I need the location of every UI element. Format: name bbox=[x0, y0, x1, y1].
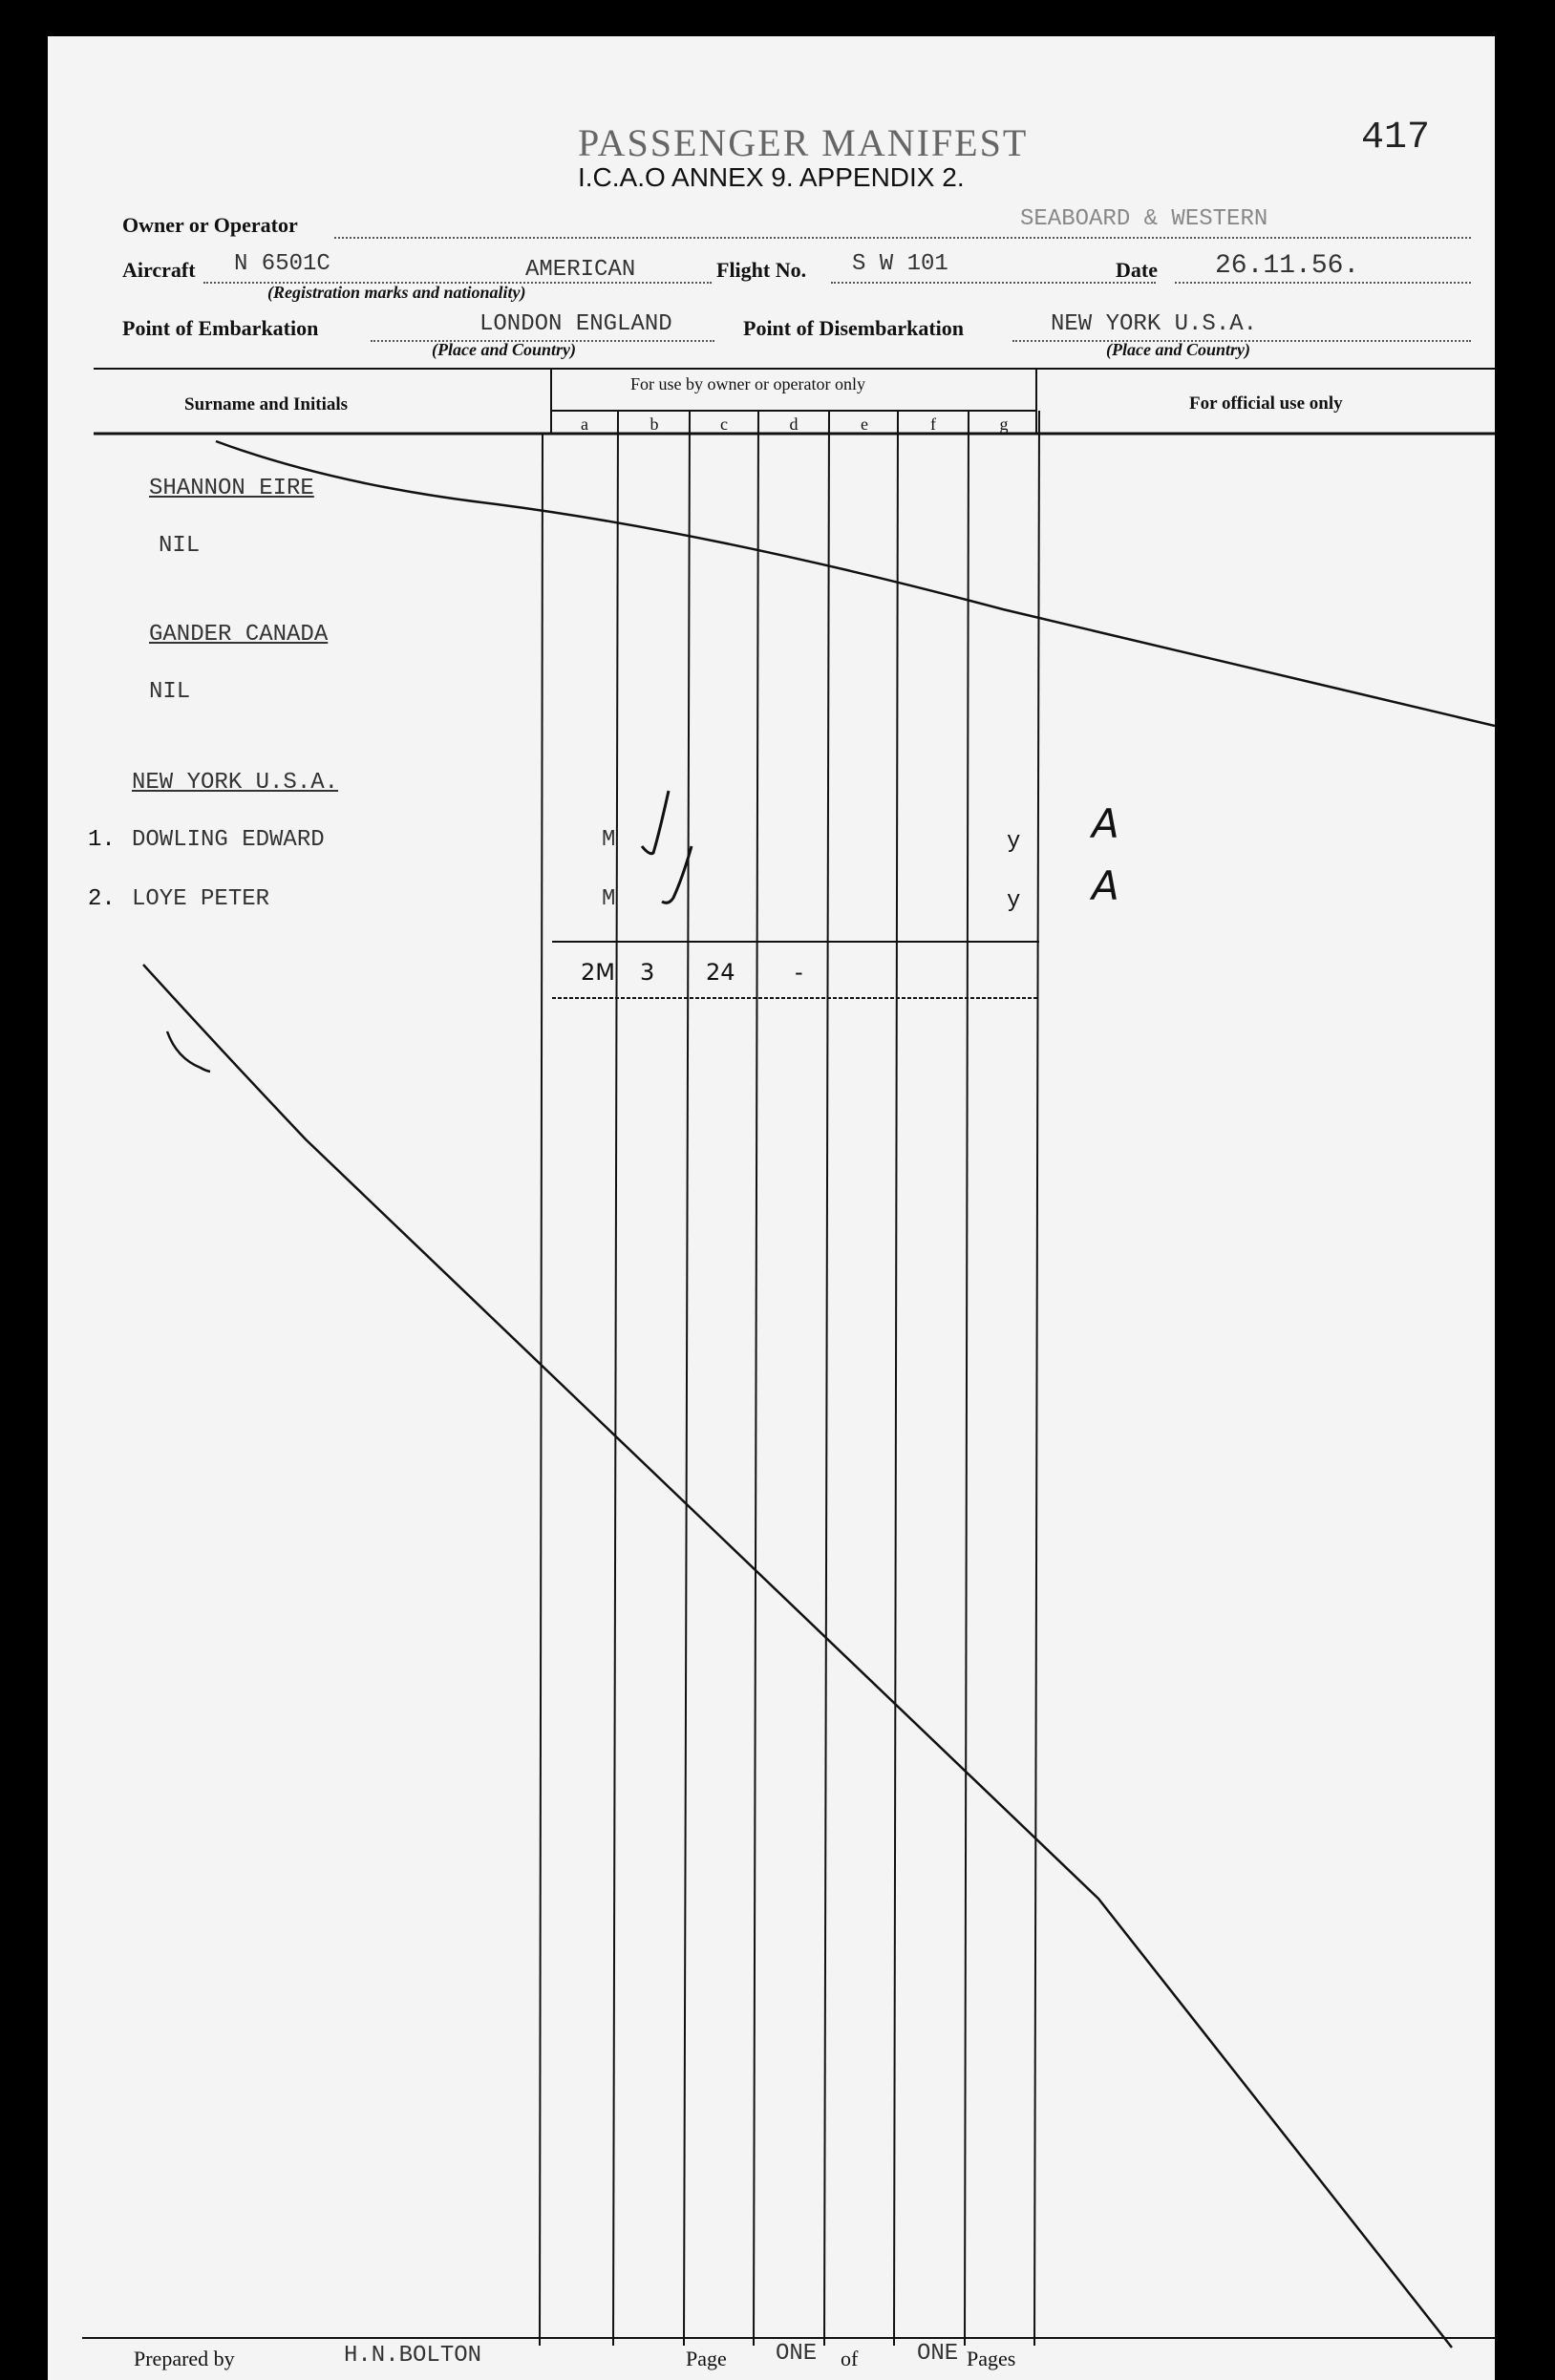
pages-label: Pages bbox=[967, 2347, 1016, 2370]
passenger-sex: M bbox=[602, 886, 616, 912]
section-sub: NIL bbox=[149, 679, 191, 705]
official-mark: A bbox=[1092, 800, 1119, 847]
column-b-header: b bbox=[650, 414, 659, 434]
official-mark: A bbox=[1092, 862, 1119, 909]
passenger-col-g: y bbox=[1007, 829, 1021, 855]
total-col-a: 2M bbox=[581, 959, 615, 986]
passenger-sex: M bbox=[602, 827, 616, 853]
manifest-subtitle: I.C.A.O ANNEX 9. APPENDIX 2. bbox=[578, 162, 965, 192]
flight-number: S W 101 bbox=[852, 251, 948, 277]
passenger-name: LOYE PETER bbox=[132, 886, 270, 912]
owner-use-header: For use by owner or operator only bbox=[630, 374, 865, 393]
official-use-header: For official use only bbox=[1189, 393, 1343, 414]
surname-header: Surname and Initials bbox=[184, 394, 349, 414]
flight-label: Flight No. bbox=[716, 258, 807, 282]
disembarkation-note: (Place and Country) bbox=[1106, 340, 1250, 359]
aircraft-label: Aircraft bbox=[122, 258, 196, 282]
disembarkation-value: NEW YORK U.S.A. bbox=[1051, 311, 1258, 337]
embarkation-value: LONDON ENGLAND bbox=[479, 311, 672, 337]
aircraft-note: (Registration marks and nationality) bbox=[267, 283, 526, 302]
cancellation-lines bbox=[143, 441, 1495, 2348]
embarkation-note: (Place and Country) bbox=[432, 340, 576, 359]
passenger-name: DOWLING EDWARD bbox=[132, 827, 325, 853]
total-col-d: - bbox=[795, 959, 803, 986]
date-label: Date bbox=[1116, 258, 1158, 282]
column-c-header: c bbox=[720, 414, 728, 434]
passenger-number: 2. bbox=[88, 886, 116, 912]
aircraft-nationality: AMERICAN bbox=[525, 257, 636, 283]
aircraft-registration: N 6501C bbox=[234, 251, 330, 277]
column-f-header: f bbox=[930, 414, 936, 434]
owner-label: Owner or Operator bbox=[122, 213, 298, 237]
section-heading: NEW YORK U.S.A. bbox=[132, 770, 339, 796]
total-col-b: 3 bbox=[640, 959, 655, 986]
date-value: 26.11.56. bbox=[1215, 251, 1360, 281]
passenger-col-g: y bbox=[1007, 888, 1021, 914]
embarkation-label: Point of Embarkation bbox=[122, 316, 319, 340]
column-g-header: g bbox=[999, 414, 1009, 434]
pages-value: ONE bbox=[917, 2341, 959, 2367]
page-value: ONE bbox=[776, 2341, 818, 2367]
of-label: of bbox=[841, 2347, 859, 2370]
page-number: 417 bbox=[1361, 117, 1431, 159]
prepared-by-label: Prepared by bbox=[134, 2347, 235, 2370]
manifest-page bbox=[48, 36, 1495, 2380]
passenger-number: 1. bbox=[88, 827, 116, 853]
total-col-c: 24 bbox=[706, 959, 735, 986]
column-a-header: a bbox=[581, 414, 588, 434]
prepared-by-value: H.N.BOLTON bbox=[344, 2343, 482, 2369]
manifest-title: PASSENGER MANIFEST bbox=[578, 121, 1029, 164]
owner-value: SEABOARD & WESTERN bbox=[1020, 206, 1268, 232]
page-label: Page bbox=[686, 2347, 727, 2370]
section-heading: SHANNON EIRE bbox=[149, 476, 314, 501]
column-e-header: e bbox=[861, 414, 868, 434]
check-marks bbox=[642, 791, 692, 903]
column-d-header: d bbox=[789, 414, 799, 434]
section-sub: NIL bbox=[159, 533, 201, 559]
section-heading: GANDER CANADA bbox=[149, 622, 329, 648]
disembarkation-label: Point of Disembarkation bbox=[743, 316, 964, 340]
